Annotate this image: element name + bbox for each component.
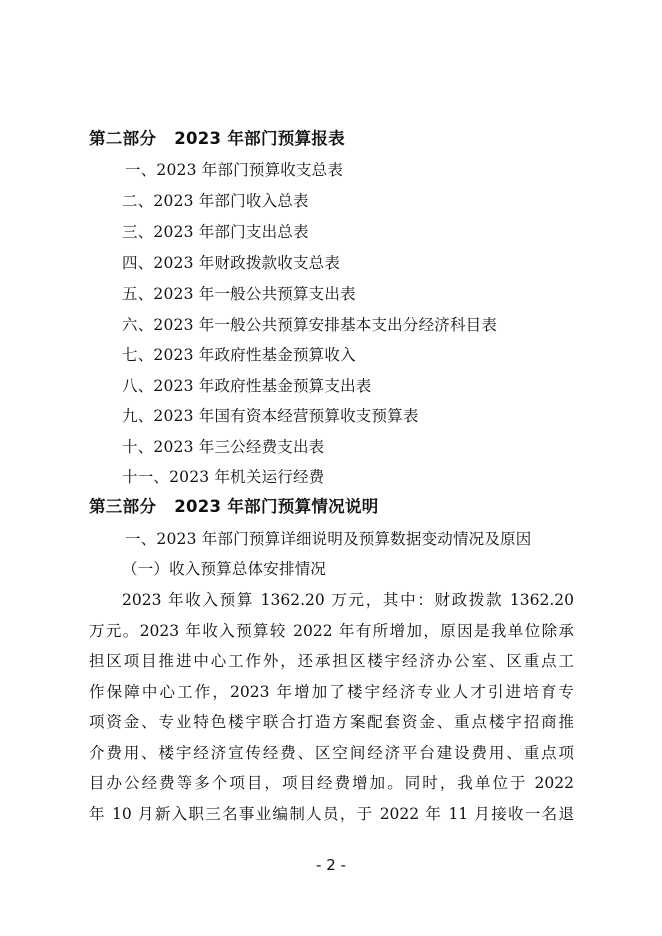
part2-item-8: 八、2023 年政府性基金预算支出表 [122, 377, 372, 395]
part2-item-1: 一、2023 年部门预算收支总表 [125, 161, 344, 179]
part3-subsection-1: （一）收入预算总体安排情况 [122, 560, 327, 578]
part2-item-3: 三、2023 年部门支出总表 [122, 223, 309, 241]
paragraph-line-7: 目办公经费等多个项目，项目经费增加。同时，我单位于 2022 [89, 774, 574, 792]
part3-section-1: 一、2023 年部门预算详细说明及预算数据变动情况及原因 [125, 530, 532, 548]
paragraph-line-6: 介费用、楼宇经济宣传经费、区空间经济平台建设费用、重点项 [89, 744, 574, 762]
part2-item-5: 五、2023 年一般公共预算支出表 [122, 285, 356, 303]
part2-item-7: 七、2023 年政府性基金预算收入 [122, 346, 356, 364]
part3-title: 第三部分 [89, 497, 157, 516]
part2-title: 第二部分 [89, 129, 157, 148]
paragraph-line-5: 项资金、专业特色楼宇联合打造方案配套资金、重点楼宇招商推 [89, 713, 574, 731]
paragraph-line-1: 2023 年收入预算 1362.20 万元，其中：财政拨款 1362.20 [122, 591, 574, 609]
paragraph-line-4: 作保障中心工作，2023 年增加了楼宇经济专业人才引进培育专 [89, 683, 574, 701]
part2-item-2: 二、2023 年部门收入总表 [122, 192, 309, 210]
page-number: - 2 - [316, 856, 346, 874]
part2-item-10: 十、2023 年三公经费支出表 [122, 438, 325, 456]
part2-subtitle: 2023 年部门预算报表 [174, 129, 345, 148]
paragraph-line-2: 万元。2023 年收入预算较 2022 年有所增加，原因是我单位除承 [89, 622, 574, 640]
part2-heading [89, 128, 345, 150]
part2-item-4: 四、2023 年财政拨款收支总表 [122, 254, 341, 272]
paragraph-line-8: 年 10 月新入职三名事业编制人员，于 2022 年 11 月接收一名退 [89, 805, 574, 823]
part2-item-11: 十一、2023 年机关运行经费 [122, 468, 325, 486]
part3-heading [89, 496, 379, 518]
part2-item-6: 六、2023 年一般公共预算安排基本支出分经济科目表 [122, 316, 498, 334]
part3-subtitle: 2023 年部门预算情况说明 [174, 497, 379, 516]
paragraph-line-3: 担区项目推进中心工作外，还承担区楼宇经济办公室、区重点工 [89, 652, 574, 670]
part2-item-9: 九、2023 年国有资本经营预算收支预算表 [122, 407, 419, 425]
